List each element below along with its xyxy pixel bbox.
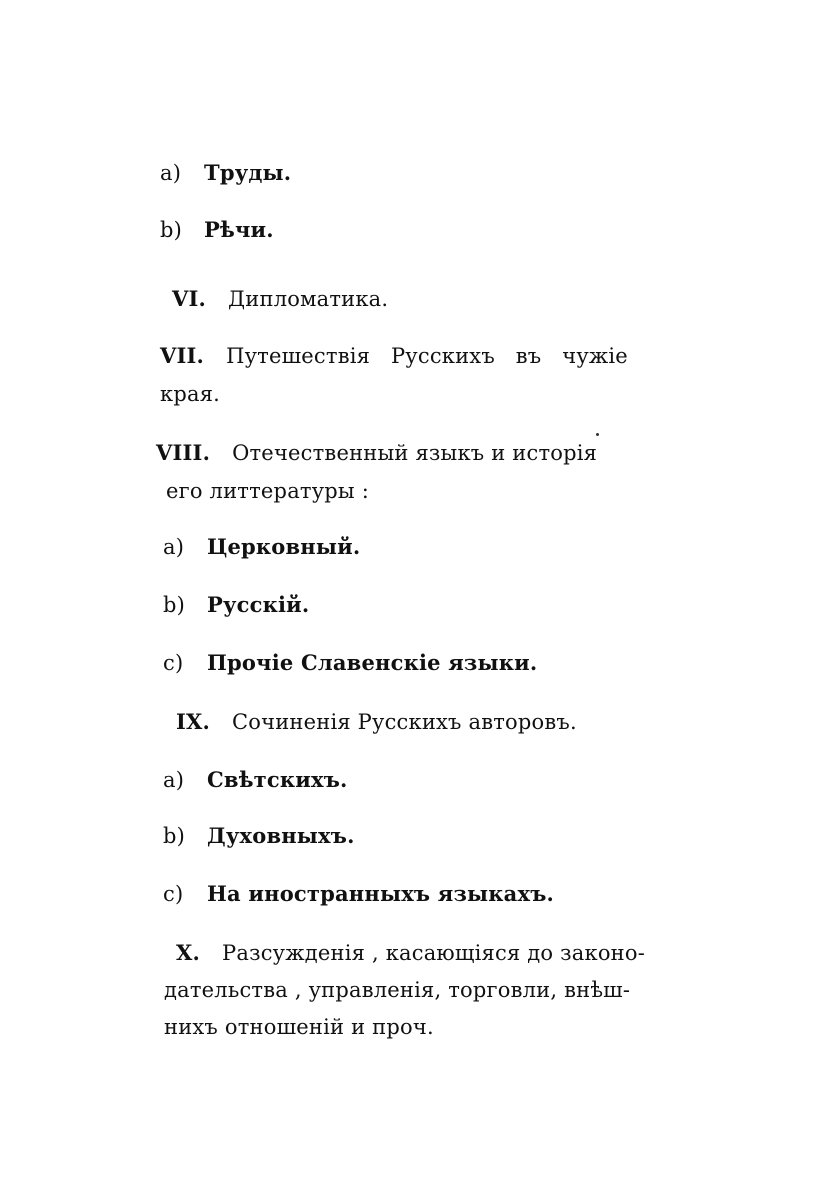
section-title: Дипломатика.	[228, 287, 389, 311]
list-item	[160, 160, 291, 186]
section-heading-continuation	[164, 977, 630, 1003]
item-text: Свѣтскихъ.	[207, 767, 348, 792]
item-marker: b)	[163, 824, 186, 848]
section-number: VI.	[172, 286, 207, 311]
item-text: Рѣчи.	[204, 217, 274, 242]
section-heading-continuation	[166, 478, 369, 504]
section-title-continuation: края.	[160, 382, 221, 406]
item-marker: c)	[163, 882, 184, 906]
item-text: Церковный.	[207, 534, 361, 559]
list-item	[163, 881, 554, 907]
section-heading	[176, 709, 577, 735]
section-title-continuation: дательства , управленія, торговли, внѣш-	[164, 978, 631, 1002]
section-title: Путешествія Русскихъ въ чужіе	[226, 344, 628, 368]
list-item	[160, 217, 274, 243]
item-marker: a)	[163, 768, 185, 792]
section-heading	[156, 440, 597, 466]
section-heading	[160, 343, 628, 369]
item-text: Прочіе Славенскіе языки.	[207, 650, 538, 675]
item-marker: c)	[163, 651, 184, 675]
item-text: Русскій.	[207, 592, 310, 617]
list-item	[163, 592, 309, 618]
item-text: На иностранныхъ языкахъ.	[207, 881, 555, 906]
section-heading-continuation	[164, 1014, 434, 1040]
section-number: VIII.	[156, 440, 211, 465]
item-marker: b)	[160, 218, 183, 242]
section-number: VII.	[160, 343, 205, 368]
item-marker: b)	[163, 593, 186, 617]
item-marker: a)	[160, 161, 182, 185]
list-item	[163, 534, 360, 560]
section-title-continuation: его литтературы :	[166, 479, 369, 503]
list-item	[163, 650, 537, 676]
item-marker: a)	[163, 535, 185, 559]
item-text: Труды.	[204, 160, 292, 185]
section-title-continuation: нихъ отношеній и проч.	[164, 1015, 434, 1039]
section-number: X.	[176, 940, 201, 965]
section-title: Разсужденія , касающіяся до законо-	[222, 941, 646, 965]
section-heading	[176, 940, 645, 966]
section-title: Сочиненія Русскихъ авторовъ.	[232, 710, 577, 734]
print-speck	[596, 433, 599, 436]
section-title: Отечественный языкъ и исторія	[232, 441, 598, 465]
section-heading	[172, 286, 388, 312]
section-heading-continuation	[160, 381, 220, 407]
list-item	[163, 767, 348, 793]
item-text: Духовныхъ.	[207, 823, 355, 848]
list-item	[163, 823, 355, 849]
section-number: IX.	[176, 709, 211, 734]
